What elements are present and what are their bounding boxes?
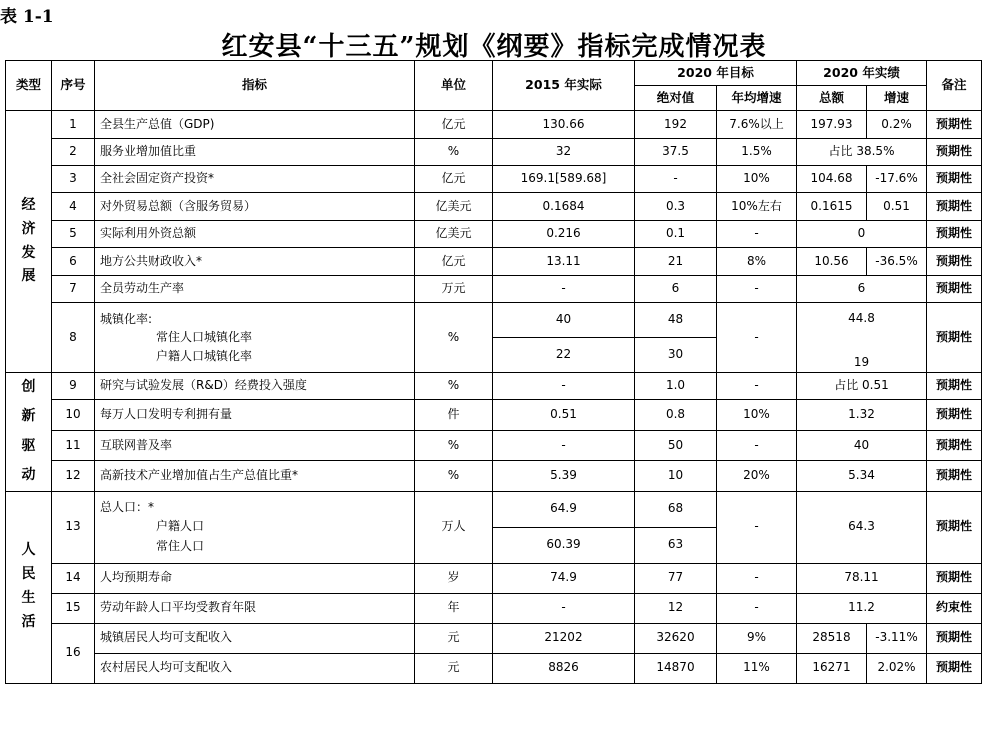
header-type: 类型 — [6, 61, 52, 111]
table-row — [6, 563, 982, 593]
cell-target-abs: 1.0 — [635, 373, 717, 400]
cell-unit: % — [415, 139, 493, 166]
cell-result-growth: 0.2% — [867, 111, 927, 139]
cell-target-abs: 10 — [635, 461, 717, 491]
cell-target-abs-1: 48 — [635, 303, 717, 338]
cell-remark: 预期性 — [927, 400, 982, 430]
category-innovation-label: 创新驱动 — [21, 379, 36, 484]
cell-result-total: 197.93 — [797, 111, 867, 139]
page-title: 红安县“十三五”规划《纲要》指标完成情况表 — [221, 32, 767, 62]
cell-result-merged — [797, 303, 927, 373]
table-row — [6, 623, 982, 653]
cell-actual-2015-1: 40 — [493, 303, 635, 338]
cell-unit: 亿美元 — [415, 193, 493, 221]
indicator-sub-2: 常住人口 — [156, 538, 205, 553]
cell-indicator: 全县生产总值（GDP) — [95, 111, 415, 139]
cell-unit: 万人 — [415, 491, 493, 563]
cell-remark-2: 预期性 — [927, 653, 982, 683]
cell-remark: 预期性 — [927, 491, 982, 563]
cell-actual-2015: 0.51 — [493, 400, 635, 430]
table-row — [6, 193, 982, 221]
header-target-2020: 2020 年目标 — [635, 61, 797, 86]
cell-unit: 亿元 — [415, 166, 493, 193]
cell-actual-2015: 74.9 — [493, 563, 635, 593]
cell-remark: 预期性 — [927, 430, 982, 460]
cell-seq: 14 — [52, 563, 95, 593]
cell-unit: 亿元 — [415, 111, 493, 139]
cell-seq: 7 — [52, 276, 95, 303]
cell-indicator: 全员劳动生产率 — [95, 276, 415, 303]
cell-unit: 万元 — [415, 276, 493, 303]
header-result-2020: 2020 年实绩 — [797, 61, 927, 86]
table-row — [6, 139, 982, 166]
cell-result-growth: -17.6% — [867, 166, 927, 193]
cell-target-abs: 37.5 — [635, 139, 717, 166]
cell-remark: 预期性 — [927, 563, 982, 593]
category-economy — [6, 111, 52, 373]
cell-result-merged: 1.32 — [797, 400, 927, 430]
cell-target-growth-1: 9% — [717, 623, 797, 653]
cell-result-total-1: 28518 — [797, 623, 867, 653]
cell-remark: 预期性 — [927, 166, 982, 193]
cell-actual-2015: - — [493, 430, 635, 460]
table-row — [6, 303, 982, 338]
cell-seq: 4 — [52, 193, 95, 221]
cell-actual-2015: 32 — [493, 139, 635, 166]
header-unit: 单位 — [415, 61, 493, 111]
cell-remark: 预期性 — [927, 111, 982, 139]
cell-seq: 16 — [52, 623, 95, 683]
cell-seq: 10 — [52, 400, 95, 430]
cell-actual-2015: 0.1684 — [493, 193, 635, 221]
cell-unit: 年 — [415, 593, 493, 623]
cell-result-growth-2: 2.02% — [867, 653, 927, 683]
cell-result-total: 10.56 — [797, 248, 867, 276]
cell-indicator: 人均预期寿命 — [95, 563, 415, 593]
cell-target-abs-2: 14870 — [635, 653, 717, 683]
cell-result-growth: 0.51 — [867, 193, 927, 221]
cell-target-growth: - — [717, 276, 797, 303]
cell-seq: 15 — [52, 593, 95, 623]
cell-unit: % — [415, 430, 493, 460]
cell-seq: 6 — [52, 248, 95, 276]
cell-indicator-1: 城镇居民人均可支配收入 — [95, 623, 415, 653]
cell-unit-1: 元 — [415, 623, 493, 653]
cell-result-merged: 5.34 — [797, 461, 927, 491]
cell-target-growth: - — [717, 491, 797, 563]
table-row — [6, 248, 982, 276]
cell-indicator: 服务业增加值比重 — [95, 139, 415, 166]
cell-target-growth: - — [717, 563, 797, 593]
cell-seq: 12 — [52, 461, 95, 491]
header-remark: 备注 — [927, 61, 982, 111]
header-target-growth: 年均增速 — [717, 86, 797, 111]
table-row — [6, 430, 982, 460]
cell-target-abs-2: 63 — [635, 527, 717, 563]
table-row — [6, 221, 982, 248]
cell-actual-2015: 130.66 — [493, 111, 635, 139]
indicator-table — [5, 60, 982, 684]
cell-actual-2015: - — [493, 593, 635, 623]
cell-indicator: 研究与试验发展（R&D）经费投入强度 — [95, 373, 415, 400]
cell-result-growth: -36.5% — [867, 248, 927, 276]
cell-target-growth: 7.6%以上 — [717, 111, 797, 139]
cell-target-abs-1: 68 — [635, 491, 717, 527]
cell-unit: 亿元 — [415, 248, 493, 276]
cell-target-growth: - — [717, 430, 797, 460]
cell-seq: 11 — [52, 430, 95, 460]
cell-target-abs-2: 30 — [635, 338, 717, 373]
cell-indicator-2: 农村居民人均可支配收入 — [95, 653, 415, 683]
cell-result-merged: 6 — [797, 276, 927, 303]
category-economy-label: 经济发展 — [21, 196, 36, 285]
table-row — [6, 111, 982, 139]
cell-indicator: 高新技术产业增加值占生产总值比重* — [95, 461, 415, 491]
cell-actual-2015-1: 21202 — [493, 623, 635, 653]
cell-seq: 1 — [52, 111, 95, 139]
cell-target-abs: - — [635, 166, 717, 193]
cell-target-abs: 12 — [635, 593, 717, 623]
cell-actual-2015-1: 64.9 — [493, 491, 635, 527]
cell-unit: % — [415, 303, 493, 373]
cell-remark: 预期性 — [927, 193, 982, 221]
cell-remark: 预期性 — [927, 303, 982, 373]
cell-actual-2015-2: 8826 — [493, 653, 635, 683]
table-row — [6, 593, 982, 623]
cell-unit: 亿美元 — [415, 221, 493, 248]
cell-indicator: 互联网普及率 — [95, 430, 415, 460]
cell-target-abs: 21 — [635, 248, 717, 276]
header-result-growth: 增速 — [867, 86, 927, 111]
cell-target-growth: 10% — [717, 166, 797, 193]
cell-target-abs: 192 — [635, 111, 717, 139]
cell-actual-2015: 0.216 — [493, 221, 635, 248]
header-row — [6, 61, 982, 86]
cell-remark: 预期性 — [927, 276, 982, 303]
cell-target-abs: 0.1 — [635, 221, 717, 248]
cell-target-growth: 10%左右 — [717, 193, 797, 221]
table-row — [6, 653, 982, 683]
cell-actual-2015-2: 22 — [493, 338, 635, 373]
cell-target-growth: - — [717, 221, 797, 248]
table-row — [6, 166, 982, 193]
category-livelihood-label: 人民生活 — [21, 542, 36, 630]
cell-target-growth-2: 11% — [717, 653, 797, 683]
cell-result-total: 104.68 — [797, 166, 867, 193]
indicator-sub-1: 户籍人口 — [156, 519, 205, 534]
cell-result-merged: 11.2 — [797, 593, 927, 623]
cell-target-abs: 0.3 — [635, 193, 717, 221]
header-result-total: 总额 — [797, 86, 867, 111]
cell-actual-2015: - — [493, 276, 635, 303]
cell-result-merged: 78.11 — [797, 563, 927, 593]
cell-seq: 3 — [52, 166, 95, 193]
cell-remark: 约束性 — [927, 593, 982, 623]
cell-target-abs: 6 — [635, 276, 717, 303]
cell-unit: 件 — [415, 400, 493, 430]
indicator-sub-2: 户籍人口城镇化率 — [156, 348, 253, 363]
cell-target-growth: - — [717, 373, 797, 400]
cell-indicator: 每万人口发明专利拥有量 — [95, 400, 415, 430]
cell-result-merged: 0 — [797, 221, 927, 248]
cell-actual-2015: 13.11 — [493, 248, 635, 276]
result-merged-1: 44.8 — [848, 311, 875, 325]
header-actual-2015: 2015 年实际 — [493, 61, 635, 111]
cell-target-growth: 8% — [717, 248, 797, 276]
cell-remark: 预期性 — [927, 139, 982, 166]
table-row — [6, 373, 982, 400]
cell-target-abs: 0.8 — [635, 400, 717, 430]
table-row — [6, 276, 982, 303]
category-innovation — [6, 373, 52, 492]
cell-remark: 预期性 — [927, 373, 982, 400]
table-row — [6, 491, 982, 527]
cell-seq: 5 — [52, 221, 95, 248]
cell-unit-2: 元 — [415, 653, 493, 683]
result-merged-2: 19 — [853, 355, 870, 369]
cell-remark: 预期性 — [927, 221, 982, 248]
cell-seq: 13 — [52, 491, 95, 563]
cell-result-total-2: 16271 — [797, 653, 867, 683]
cell-target-growth: 20% — [717, 461, 797, 491]
cell-remark: 预期性 — [927, 461, 982, 491]
table-label: 表 1-1 — [0, 7, 54, 27]
cell-target-growth: 1.5% — [717, 139, 797, 166]
cell-actual-2015: 5.39 — [493, 461, 635, 491]
cell-indicator: 地方公共财政收入* — [95, 248, 415, 276]
cell-indicator: 全社会固定资产投资* — [95, 166, 415, 193]
cell-indicator: 对外贸易总额（含服务贸易） — [95, 193, 415, 221]
indicator-title: 总人口：* — [100, 500, 155, 515]
cell-indicator: 劳动年龄人口平均受教育年限 — [95, 593, 415, 623]
cell-actual-2015: - — [493, 373, 635, 400]
cell-actual-2015: 169.1[589.68] — [493, 166, 635, 193]
cell-target-growth: - — [717, 303, 797, 373]
cell-target-abs: 77 — [635, 563, 717, 593]
header-seq: 序号 — [52, 61, 95, 111]
indicator-title: 城镇化率: — [100, 311, 153, 326]
cell-seq: 9 — [52, 373, 95, 400]
cell-actual-2015-2: 60.39 — [493, 527, 635, 563]
cell-seq: 8 — [52, 303, 95, 373]
cell-indicator — [95, 303, 415, 373]
cell-indicator — [95, 491, 415, 563]
table-row — [6, 461, 982, 491]
cell-target-abs: 50 — [635, 430, 717, 460]
cell-seq: 2 — [52, 139, 95, 166]
cell-remark: 预期性 — [927, 248, 982, 276]
cell-result-total: 0.1615 — [797, 193, 867, 221]
cell-result-merged: 40 — [797, 430, 927, 460]
header-indicator: 指标 — [95, 61, 415, 111]
cell-unit: % — [415, 373, 493, 400]
indicator-sub-1: 常住人口城镇化率 — [156, 330, 253, 345]
cell-target-growth: - — [717, 593, 797, 623]
cell-result-growth-1: -3.11% — [867, 623, 927, 653]
cell-remark-1: 预期性 — [927, 623, 982, 653]
cell-indicator: 实际利用外资总额 — [95, 221, 415, 248]
table-row — [6, 400, 982, 430]
cell-result-merged: 占比 38.5% — [797, 139, 927, 166]
header-target-abs: 绝对值 — [635, 86, 717, 111]
cell-result-merged: 占比 0.51 — [797, 373, 927, 400]
cell-target-abs-1: 32620 — [635, 623, 717, 653]
cell-result-merged: 64.3 — [797, 491, 927, 563]
category-livelihood — [6, 491, 52, 683]
cell-unit: 岁 — [415, 563, 493, 593]
cell-unit: % — [415, 461, 493, 491]
cell-target-growth: 10% — [717, 400, 797, 430]
